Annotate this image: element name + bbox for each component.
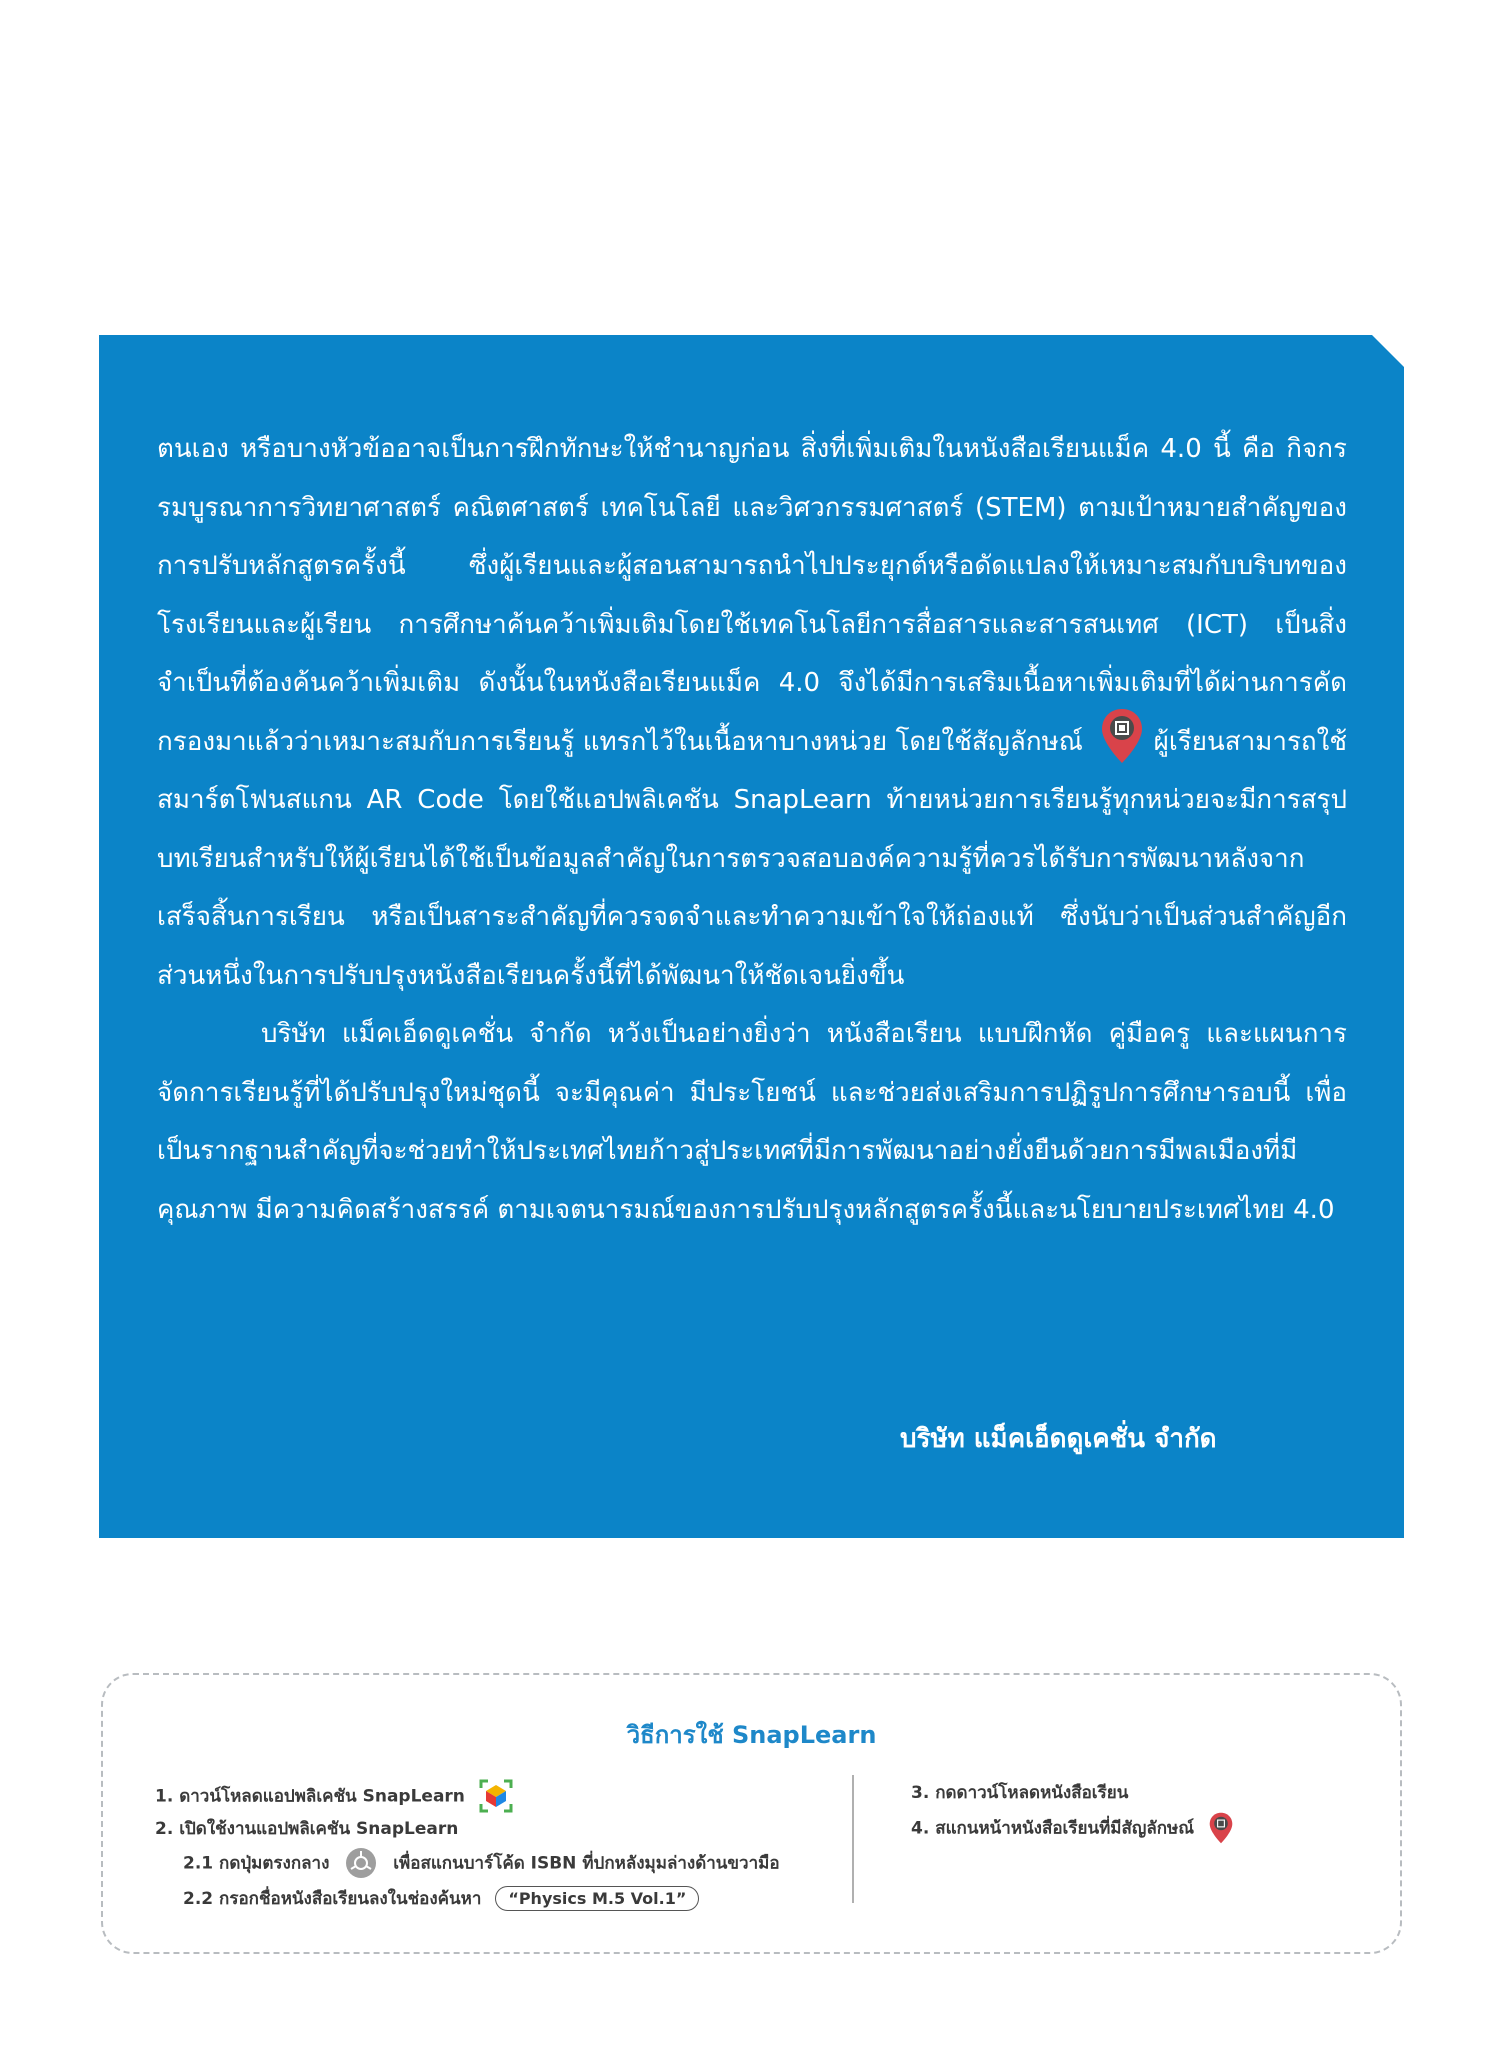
scan-button-icon (345, 1847, 377, 1879)
ar-pin-small-icon (1208, 1811, 1234, 1845)
intro-paragraph-1: ตนเอง หรือบางหัวข้ออาจเป็นการฝึกทักษะให้ชำนาญก่อน สิ่งที่เพิ่มเติมในหนังสือเรียนแม็ค 4.0 นี้ คือ กิจกรรมบูรณาการวิทยาศาสตร์ คณิตศาสตร์ เทคโนโลยี และวิศวกรรมศาสตร์ (STEM) ตามเป้าหมายสำคัญของการปรับหลักสูตรครั้งนี้ ซึ่งผู้เรียนและผู้สอนสามารถนำไปประยุกต์หรือดัดแปลงให้เหมาะสมกับบริบทของโรงเรียนและผู้เรียน การศึกษาค้นคว้าเพิ่มเติมโดยใช้เทคโนโลยีการสื่อสารและสารสนเทศ (ICT) เป็นสิ่งจำเป็นที่ต้องค้นคว้าเพิ่มเติม ดังนั้นในหนังสือเรียนแม็ค 4.0 จึงได้มีการเสริมเนื้อหาเพิ่มเติมที่ได้ผ่านการคัดกรองมาแล้วว่าเหมาะสมกับการเรียนรู้ แทรกไว้ในเนื้อหาบางหน่วย โดยใช้สัญลักษณ์ (157, 434, 1347, 757)
ar-pin-icon (1099, 707, 1145, 765)
step-2-1-desc: เพื่อสแกนบาร์โค้ด ISBN ที่ปกหลังมุมล่างด้านขวามือ (393, 1853, 780, 1874)
step-1-label: 1. ดาวน์โหลดแอปพลิเคชัน SnapLearn (155, 1786, 465, 1807)
intro-text (157, 420, 1347, 1239)
step-2-1-label: 2.1 กดปุ่มตรงกลาง (183, 1853, 330, 1874)
column-divider (852, 1775, 854, 1903)
howto-box (101, 1673, 1402, 1954)
step-2-2 (183, 1885, 699, 1912)
signature: บริษัท แม็คเอ็ดดูเคชั่น จำกัด (900, 1424, 1217, 1454)
search-term-pill: “Physics M.5 Vol.1” (495, 1886, 699, 1911)
snaplearn-app-icon (479, 1779, 513, 1813)
step-1 (155, 1779, 513, 1813)
intro-paragraph-1-cont: ผู้เรียนสามารถใช้สมาร์ตโฟนสแกน AR Code โดยใช้แอปพลิเคชัน SnapLearn ท้ายหน่วยการเรียนรู้ทุกหน่วยจะมีการสรุปบทเรียนสำหรับให้ผู้เรียนได้ใช้เป็นข้อมูลสำคัญในการตรวจสอบองค์ความรู้ที่ควรได้รับการพัฒนาหลังจากเสร็จสิ้นการเรียน หรือเป็นสาระสำคัญที่ควรจดจำและทำความเข้าใจให้ถ่องแท้ ซึ่งนับว่าเป็นส่วนสำคัญอีกส่วนหนึ่งในการปรับปรุงหนังสือเรียนครั้งนี้ที่ได้พัฒนาให้ชัดเจนยิ่งขึ้น (157, 726, 1348, 991)
step-2: 2. เปิดใช้งานแอปพลิเคชัน SnapLearn (155, 1819, 459, 1839)
howto-title: วิธีการใช้ SnapLearn (626, 1721, 877, 1749)
step-2-1 (183, 1847, 780, 1879)
intro-paragraph-2: บริษัท แม็คเอ็ดดูเคชั่น จำกัด หวังเป็นอย่างยิ่งว่า หนังสือเรียน แบบฝึกหัด คู่มือครู และแผนการจัดการเรียนรู้ที่ได้ปรับปรุงใหม่ชุดนี้ จะมีคุณค่า มีประโยชน์ และช่วยส่งเสริมการปฏิรูปการศึกษารอบนี้ เพื่อเป็นรากฐานสำคัญที่จะช่วยทำให้ประเทศไทยก้าวสู่ประเทศที่มีการพัฒนาอย่างยั่งยืนด้วยการมีพลเมืองที่มีคุณภาพ มีความคิดสร้างสรรค์ ตามเจตนารมณ์ของการปรับปรุงหลักสูตรครั้งนี้และนโยบายประเทศไทย 4.0 (157, 1019, 1347, 1225)
step-3: 3. กดดาวน์โหลดหนังสือเรียน (911, 1783, 1129, 1803)
step-2-2-label: 2.2 กรอกชื่อหนังสือเรียนลงในช่องค้นหา (183, 1889, 482, 1909)
step-4 (911, 1811, 1234, 1845)
step-4-label: 4. สแกนหน้าหนังสือเรียนที่มีสัญลักษณ์ (911, 1818, 1195, 1839)
